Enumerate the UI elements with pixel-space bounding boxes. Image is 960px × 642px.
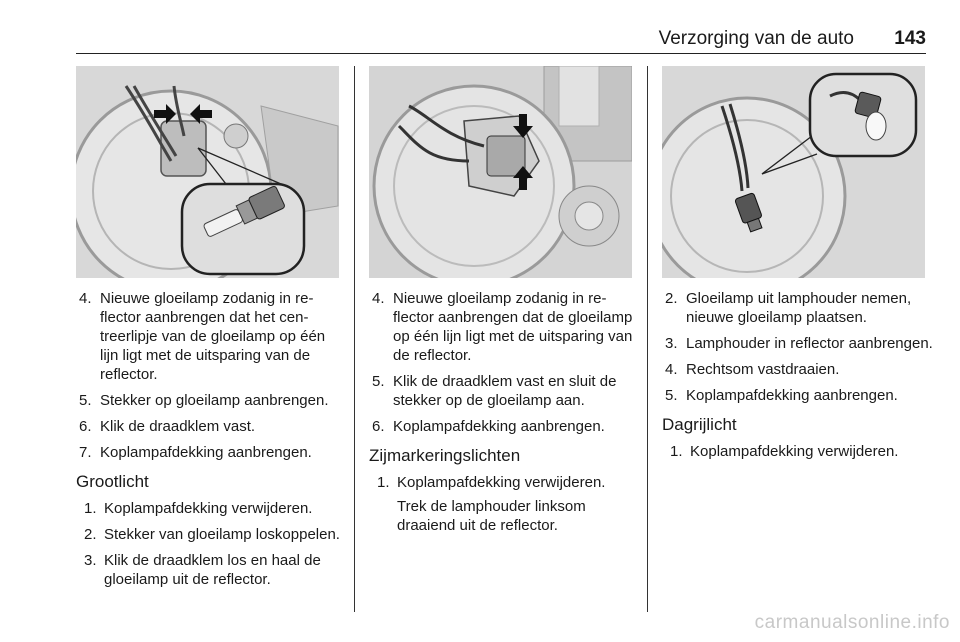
high-beam-illustration	[369, 66, 632, 278]
list-item: 5. Klik de draadklem vast en sluit de stekker op de gloeilamp aan.	[372, 373, 617, 409]
list-item: 5. Koplampafdekking aanbrengen.	[665, 387, 898, 404]
page-number: 143	[894, 28, 926, 49]
steps-list-2b	[369, 473, 639, 492]
steps-list-1a	[76, 289, 346, 462]
figure-low-beam-bulb	[76, 66, 339, 278]
section-title-grootlicht: Grootlicht	[76, 472, 149, 491]
list-item: 1. Koplampafdekking verwijderen.	[377, 474, 606, 491]
figure-high-beam-bulb	[369, 66, 632, 278]
list-item: 6. Klik de draadklem vast.	[79, 418, 256, 435]
column-divider-2	[647, 66, 648, 612]
list-item: 2. Stekker van gloeilamp loskoppelen.	[84, 526, 340, 543]
list-item: 1. Koplampafdekking verwijderen.	[670, 443, 899, 460]
steps-list-3a	[662, 289, 934, 405]
list-item: 5. Stekker op gloeilamp aanbrengen.	[79, 392, 329, 409]
watermark: carmanualsonline.info	[754, 612, 950, 633]
section-title-zijmarkeringslichten: Zijmarkeringslichten	[369, 446, 521, 465]
low-beam-illustration	[76, 66, 339, 278]
list-item: 1. Koplampafdekking verwijderen.	[84, 500, 313, 517]
list-item: 3. Klik de draadklem los en haal de gloeilamp uit de reflector.	[84, 552, 321, 588]
steps-list-1b	[76, 499, 346, 589]
list-item: 3. Lamphouder in reflector aanbrengen.	[665, 335, 933, 352]
list-item: 6. Koplampafdekking aanbrengen.	[372, 418, 605, 435]
steps-list-3b	[662, 442, 934, 461]
section-title-dagrijlicht: Dagrijlicht	[662, 415, 737, 434]
header-title: Verzorging van de auto	[658, 28, 854, 49]
column-1	[76, 289, 346, 596]
column-divider-1	[354, 66, 355, 612]
bulb-icon	[866, 112, 886, 140]
instruction-note: Trek de lamphouder linksom draaiend uit de reflector.	[397, 498, 586, 534]
list-item: 4. Rechtsom vastdraaien.	[665, 361, 840, 378]
column-2	[369, 289, 639, 535]
column-3	[662, 289, 934, 468]
list-item: 4. Nieuwe gloeilamp zodanig in reflector aanbrengen dat de gloeilamp op één lijn ligt met de uitsparing van de reflector.	[372, 290, 633, 364]
list-item: 7. Koplampafdekking aanbrengen.	[79, 444, 312, 461]
side-marker-illustration	[662, 66, 925, 278]
figure-side-marker-bulb	[662, 66, 925, 278]
steps-list-2a	[369, 289, 639, 436]
page-header	[76, 28, 926, 54]
list-item: 2. Gloeilamp uit lamphouder nemen, nieuwe gloeilamp plaatsen.	[665, 290, 912, 326]
list-item: 4. Nieuwe gloeilamp zodanig in reflector aanbrengen dat het centreerlipje van de gloeilamp op één lijn ligt met de uitsparing van de reflector.	[79, 290, 326, 383]
